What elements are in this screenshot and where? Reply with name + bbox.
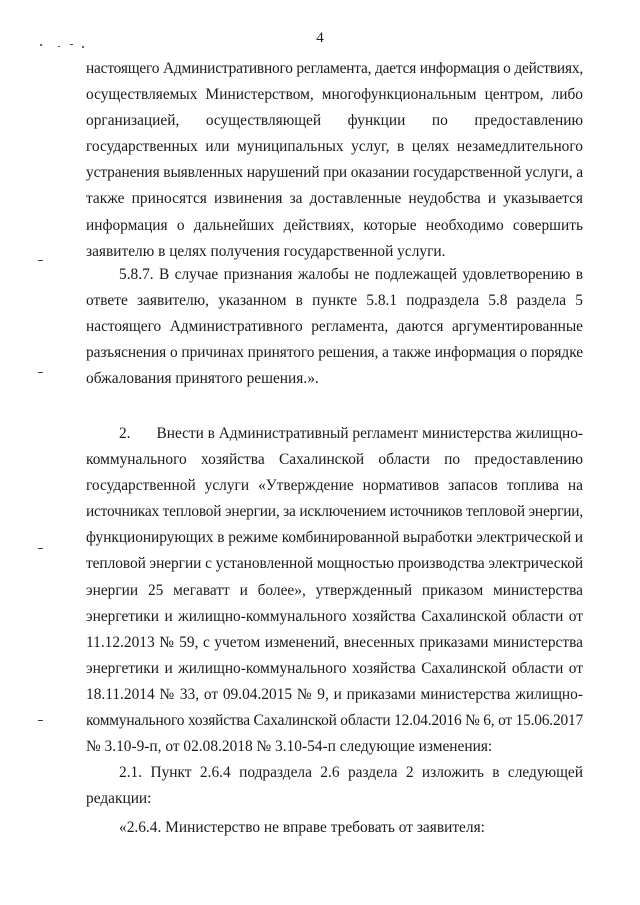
- text-line: ответе заявителю, указанном в пункте 5.8.1 подраздела 5.8 раздела 5: [86, 292, 583, 310]
- scan-speck: [58, 46, 60, 47]
- scan-speck: [82, 46, 84, 48]
- text-line: коммунального хозяйства Сахалинской области по предоставлению: [86, 451, 583, 469]
- scan-speck: [38, 260, 43, 261]
- text-line: 5.8.7. В случае признания жалобы не подлежащей удовлетворению в: [119, 266, 583, 283]
- paragraph-2-6-4: [86, 815, 583, 841]
- text-line: функционирующих в режиме комбинированной выработки электрической и: [86, 529, 583, 547]
- scan-speck: [38, 548, 43, 549]
- text-line: энергетики и жилищно-коммунального хозяйства Сахалинской области от: [86, 659, 583, 677]
- text-line: 2.1. Пункт 2.6.4 подраздела 2.6 раздела 2 изложить в следующей: [119, 764, 583, 781]
- text-line: [86, 421, 583, 447]
- page-number: 4: [316, 30, 324, 46]
- text-line: 18.11.2014 № 33, от 09.04.2015 № 9, и приказами министерства жилищно-: [86, 685, 583, 703]
- text-line: осуществляемых Министерством, многофункциональным центром, либо: [86, 86, 583, 104]
- text-line: государственных или муниципальных услуг, в целях незамедлительного: [86, 138, 583, 156]
- text-line: коммунального хозяйства Сахалинской области 12.04.2016 № 6, от 15.06.2017: [86, 712, 583, 730]
- item-number: 2.: [119, 425, 131, 442]
- text-line: государственной услуги «Утверждение нормативов запасов топлива на: [86, 477, 583, 495]
- text-line: № 3.10-9-п, от 02.08.2018 № 3.10-54-п следующие изменения:: [86, 738, 493, 756]
- text-line: обжалования принятого решения.».: [86, 370, 319, 388]
- text-line: разъяснения о причинах принятого решения, а также информация о порядке: [86, 344, 583, 362]
- text-line: также приносятся извинения за доставленные неудобства и указывается: [86, 190, 583, 208]
- text-line: информация о дальнейших действиях, которые необходимо совершить: [86, 216, 583, 234]
- text-line: энергии 25 мегаватт и более», утвержденный приказом министерства: [86, 581, 583, 599]
- text-line: энергетики и жилищно-коммунального хозяйства Сахалинской области от: [86, 607, 583, 625]
- text-line: 11.12.2013 № 59, с учетом изменений, внесенных приказами министерства: [86, 633, 583, 651]
- text-line: организацией, осуществляющей функции по предоставлению: [86, 112, 583, 130]
- paragraph-item-2-1: [86, 760, 583, 812]
- scan-speck: [38, 372, 43, 373]
- text-line: «2.6.4. Министерство не вправе требовать от заявителя:: [119, 819, 485, 836]
- text-line: настоящего Административного регламента, даются аргументированные: [86, 318, 583, 336]
- scan-speck: [40, 44, 42, 46]
- text-line: источниках тепловой энергии, за исключением источников тепловой энергии,: [86, 503, 583, 521]
- scan-speck: [38, 720, 43, 721]
- text-line: устранения выявленных нарушений при оказании государственной услуги, а: [86, 164, 583, 182]
- text-line: заявителю в целях получения государственной услуги.: [86, 242, 446, 260]
- text-line: тепловой энергии с установленной мощностью производства электрической: [86, 555, 583, 573]
- scan-speck: [70, 44, 73, 45]
- text-line: редакции:: [86, 790, 152, 808]
- text-line: настоящего Административного регламента, дается информация о действиях,: [86, 60, 583, 77]
- paragraph-5-8-7: [86, 262, 583, 392]
- paragraph-continuation: [86, 56, 583, 265]
- paragraph-item-2: [86, 421, 583, 760]
- text-line-content: Внести в Административный регламент министерства жилищно-: [156, 425, 584, 442]
